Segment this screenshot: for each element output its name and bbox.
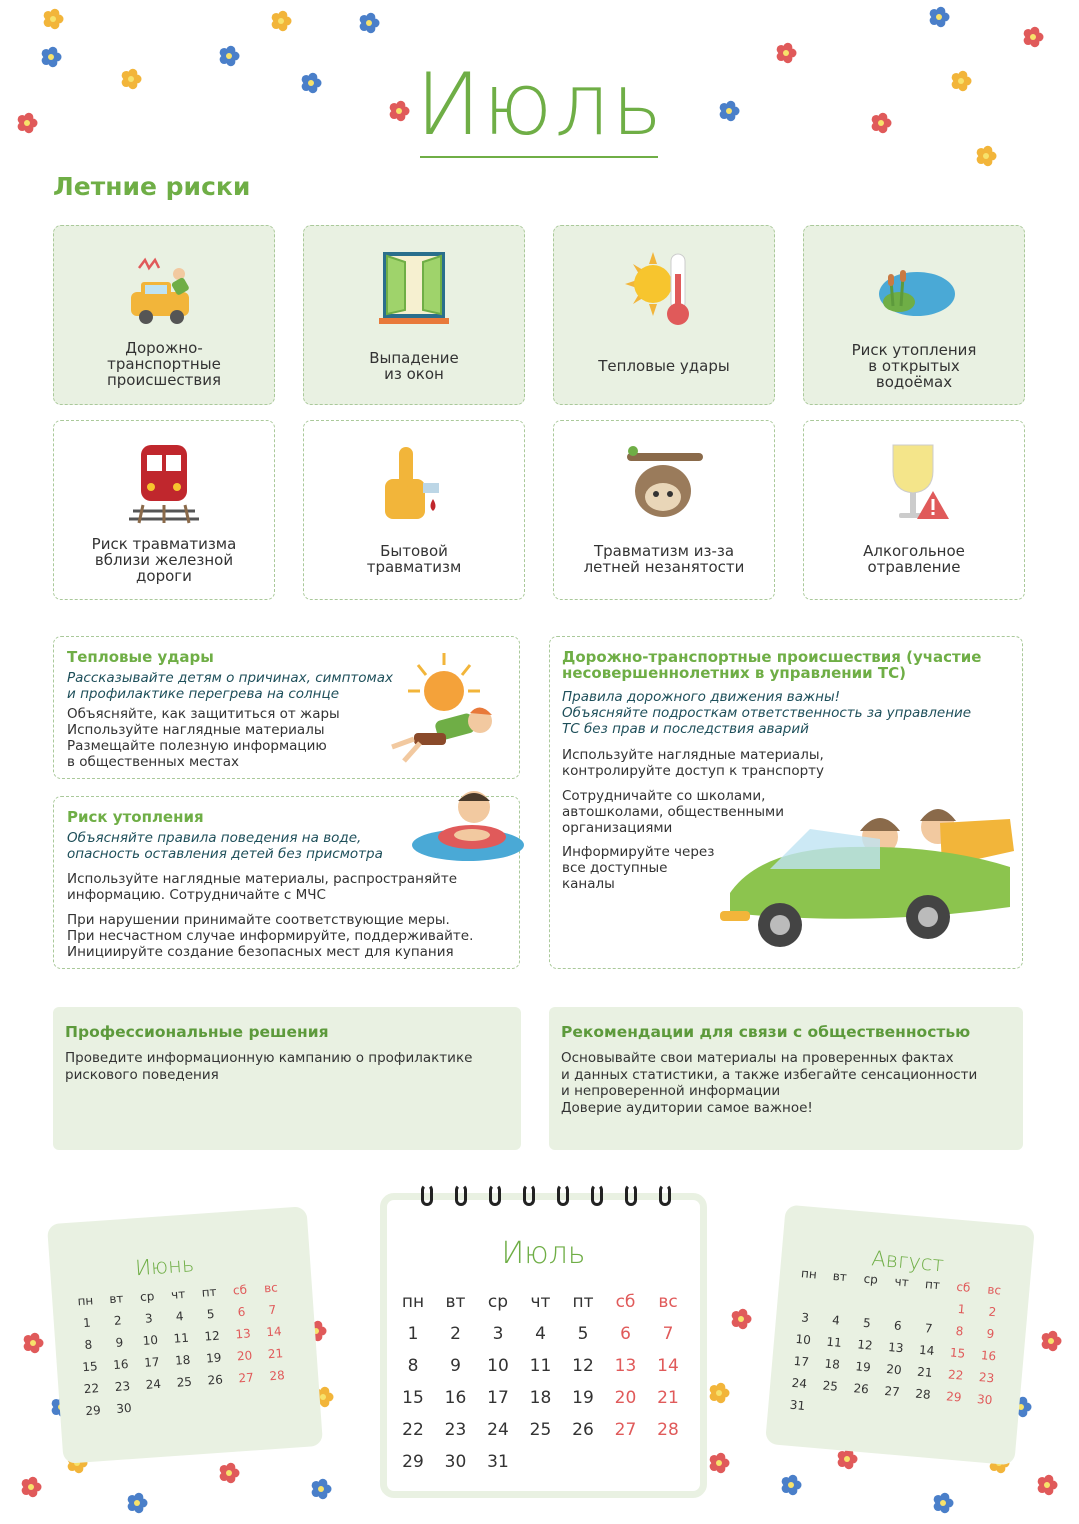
calendar-day: 25 bbox=[822, 1378, 839, 1394]
calendar-day: 28 bbox=[268, 1368, 286, 1384]
calendar-day: 17 bbox=[793, 1353, 810, 1370]
calendar-day: 22 bbox=[83, 1381, 100, 1397]
flower-icon bbox=[780, 1474, 802, 1496]
calendar-day: 29 bbox=[945, 1389, 963, 1405]
calendar-day: 7 bbox=[268, 1302, 277, 1318]
box-text: При нарушении принимайте соответствующие меры. При несчастном случае информируйте, поддерживайте. Инициируйте создание безопасных мест для купания bbox=[67, 912, 474, 960]
weekday-header: вс bbox=[263, 1280, 279, 1296]
calendar-day: 15 bbox=[949, 1345, 966, 1361]
flower-icon bbox=[870, 112, 892, 134]
box-text: Основывайте свои материалы на проверенных фактах и данных статистики, а также избегайте сенсационности и непроверенной информации Доверие аудитории самое важное! bbox=[561, 1050, 978, 1116]
calendar-day: 19 bbox=[854, 1359, 872, 1375]
flower-icon bbox=[928, 6, 950, 28]
calendar-day: 10 bbox=[795, 1331, 812, 1348]
calendar-day: 22 bbox=[947, 1367, 964, 1383]
flower-icon bbox=[20, 1476, 42, 1498]
calendar-ring bbox=[591, 1184, 603, 1206]
info-box-road-accidents bbox=[549, 636, 1023, 969]
calendar-day: 18 bbox=[823, 1356, 841, 1372]
calendar-day: 14 bbox=[918, 1342, 935, 1359]
weekday-header: вт bbox=[108, 1291, 124, 1307]
calendar-day: 17 bbox=[487, 1388, 509, 1408]
weekday-header: пн bbox=[77, 1293, 94, 1309]
calendar-day: 27 bbox=[238, 1370, 255, 1386]
weekday-header: пн bbox=[401, 1292, 425, 1312]
box-text: Используйте наглядные материалы, контролируйте доступ к транспорту bbox=[562, 747, 825, 779]
calendar-day: 12 bbox=[204, 1328, 221, 1344]
flower-icon bbox=[932, 1492, 954, 1514]
calendar-day: 3 bbox=[144, 1311, 154, 1326]
weekday-header: вт bbox=[832, 1268, 848, 1285]
calendar-month-name: Август bbox=[870, 1246, 945, 1277]
pond-icon bbox=[869, 244, 959, 334]
calendar-day: 21 bbox=[916, 1364, 934, 1380]
calendar-day: 23 bbox=[978, 1370, 995, 1386]
calendar-day: 18 bbox=[529, 1388, 552, 1408]
weekday-header: чт bbox=[170, 1286, 186, 1302]
flower-icon bbox=[730, 1308, 752, 1330]
calendar-day: 21 bbox=[267, 1346, 284, 1362]
calendar-day: 30 bbox=[115, 1400, 133, 1416]
weekday-header: вт bbox=[445, 1292, 466, 1312]
calendar-day: 23 bbox=[114, 1378, 131, 1395]
calendar-day: 13 bbox=[887, 1340, 905, 1356]
flower-icon bbox=[40, 46, 62, 68]
flower-icon bbox=[775, 42, 797, 64]
flower-icon bbox=[718, 100, 740, 122]
box-text: Объясняйте, как защититься от жары Используйте наглядные материалы Размещайте полезную информацию в общественных местах bbox=[67, 706, 340, 770]
info-box-heat-stroke bbox=[53, 636, 520, 779]
risk-label: Бытовой травматизм bbox=[366, 542, 462, 576]
weekday-header: ср bbox=[487, 1292, 509, 1312]
calendar-day: 24 bbox=[487, 1420, 509, 1440]
calendar-day: 13 bbox=[234, 1326, 252, 1342]
calendar-day: 4 bbox=[175, 1309, 184, 1324]
risk-label: Тепловые удары bbox=[598, 357, 730, 375]
box-text: Информируйте через все доступные каналы bbox=[562, 844, 715, 892]
calendar-day: 27 bbox=[883, 1383, 901, 1400]
calendar-day: 26 bbox=[572, 1420, 594, 1440]
risk-card-alcohol bbox=[803, 420, 1025, 600]
calendar-ring bbox=[659, 1184, 671, 1206]
flower-icon bbox=[300, 72, 322, 94]
calendar-day: 17 bbox=[143, 1354, 160, 1370]
flower-icon bbox=[16, 112, 38, 134]
box-title: Тепловые удары bbox=[67, 648, 214, 666]
weekday-header: пт bbox=[201, 1284, 217, 1300]
calendar-day: 20 bbox=[885, 1361, 903, 1378]
calendar-day: 19 bbox=[205, 1350, 222, 1366]
calendar-day: 31 bbox=[487, 1452, 509, 1472]
calendar-day: 13 bbox=[614, 1356, 637, 1376]
train-icon bbox=[119, 439, 209, 529]
flower-icon bbox=[22, 1332, 44, 1354]
calendar-day: 1 bbox=[82, 1315, 92, 1331]
flower-icon bbox=[358, 12, 380, 34]
box-title: Риск утопления bbox=[67, 808, 204, 826]
calendar-day: 26 bbox=[852, 1381, 870, 1397]
calendar-day: 14 bbox=[265, 1324, 283, 1340]
calendar-day: 1 bbox=[957, 1301, 966, 1317]
weekday-header: пт bbox=[572, 1292, 594, 1312]
box-italic: Рассказывайте детям о причинах, симптомах и профилактике перегрева на солнце bbox=[67, 670, 394, 702]
flower-icon bbox=[950, 70, 972, 92]
risk-card-falling-windows bbox=[303, 225, 525, 405]
calendar-day: 29 bbox=[84, 1403, 102, 1419]
box-text: Сотрудничайте со школами, автошколами, общественными организациями bbox=[562, 788, 784, 836]
calendar-day: 3 bbox=[800, 1310, 810, 1325]
box-italic: Объясняйте правила поведения на воде, опасность оставления детей без присмотра bbox=[67, 830, 383, 862]
calendar-day: 8 bbox=[84, 1337, 93, 1353]
calendar-day: 23 bbox=[444, 1420, 467, 1440]
professional-solutions-box bbox=[53, 1007, 521, 1150]
calendar-month-name: Июнь bbox=[134, 1252, 195, 1281]
risk-card-household-injury bbox=[303, 420, 525, 600]
risk-label: Выпадение из окон bbox=[369, 349, 459, 383]
weekday-header: сб bbox=[232, 1282, 248, 1298]
calendar-ring bbox=[421, 1184, 433, 1206]
flower-icon bbox=[708, 1382, 730, 1404]
injured-finger-icon bbox=[369, 439, 459, 529]
calendar-day: 30 bbox=[444, 1452, 467, 1472]
calendar-day: 19 bbox=[572, 1388, 594, 1408]
calendar-day: 5 bbox=[577, 1324, 589, 1344]
calendar-day: 27 bbox=[614, 1420, 637, 1440]
calendar-day: 15 bbox=[81, 1359, 99, 1375]
calendar-day: 4 bbox=[831, 1313, 841, 1328]
title-underline bbox=[420, 156, 658, 158]
calendar-day: 22 bbox=[402, 1420, 424, 1440]
flower-icon bbox=[310, 1478, 332, 1500]
calendar-day: 8 bbox=[955, 1323, 964, 1339]
calendar-day: 9 bbox=[450, 1356, 461, 1376]
weekday-header: чт bbox=[894, 1274, 910, 1290]
calendar-day: 6 bbox=[893, 1318, 903, 1334]
calendar-day: 11 bbox=[529, 1356, 552, 1376]
flower-icon bbox=[126, 1492, 148, 1514]
calendar-day: 10 bbox=[487, 1356, 509, 1376]
flower-icon bbox=[218, 45, 240, 67]
calendar-day: 26 bbox=[207, 1372, 224, 1388]
flower-icon bbox=[975, 145, 997, 167]
calendar-day: 31 bbox=[789, 1397, 806, 1413]
calendar-day: 28 bbox=[914, 1386, 932, 1402]
calendar-day: 11 bbox=[173, 1330, 190, 1346]
public-relations-box bbox=[549, 1007, 1023, 1150]
flower-icon bbox=[1036, 1474, 1058, 1496]
window-icon bbox=[369, 244, 459, 334]
calendar-ring bbox=[625, 1184, 637, 1206]
calendar-day: 12 bbox=[856, 1337, 874, 1353]
calendar-day: 21 bbox=[657, 1388, 679, 1408]
info-box-drowning bbox=[53, 796, 520, 969]
calendar-ring bbox=[455, 1184, 467, 1206]
box-title: Профессиональные решения bbox=[65, 1023, 329, 1041]
calendar-ring bbox=[489, 1184, 501, 1206]
calendar-day: 7 bbox=[924, 1321, 934, 1336]
risk-label: Риск травматизма вблизи железной дороги bbox=[91, 535, 237, 585]
children-in-car-illustration bbox=[710, 797, 1020, 957]
calendar-ring bbox=[557, 1184, 569, 1206]
calendar-day: 11 bbox=[825, 1334, 843, 1350]
risk-label: Дорожно- транспортные происшествия bbox=[106, 339, 222, 389]
calendar-month-name: Июль bbox=[501, 1236, 586, 1271]
calendar-day: 1 bbox=[407, 1324, 419, 1344]
calendar-day: 3 bbox=[492, 1324, 504, 1344]
calendar-day: 24 bbox=[791, 1375, 808, 1392]
risk-card-drowning bbox=[803, 225, 1025, 405]
calendar-june bbox=[47, 1206, 323, 1464]
calendar-day: 25 bbox=[529, 1420, 552, 1440]
calendar-july bbox=[380, 1193, 707, 1498]
calendar-day: 15 bbox=[402, 1388, 424, 1408]
flower-icon bbox=[1022, 26, 1044, 48]
calendar-day: 16 bbox=[112, 1357, 130, 1373]
child-in-sun-illustration bbox=[384, 651, 504, 766]
calendar-day: 24 bbox=[145, 1376, 162, 1392]
box-title: Рекомендации для связи с общественностью bbox=[561, 1023, 971, 1041]
weekday-header: пт bbox=[924, 1277, 941, 1293]
risk-label: Алкогольное отравление bbox=[863, 542, 965, 576]
calendar-day: 6 bbox=[237, 1304, 246, 1320]
calendar-day: 4 bbox=[535, 1324, 546, 1344]
calendar-day: 2 bbox=[113, 1313, 123, 1328]
page-title: Июль bbox=[415, 55, 665, 155]
flower-icon bbox=[218, 1462, 240, 1484]
weekday-header: чт bbox=[530, 1292, 551, 1312]
calendar-ring bbox=[523, 1184, 535, 1206]
weekday-header: вс bbox=[986, 1282, 1002, 1298]
calendar-day: 6 bbox=[620, 1324, 631, 1344]
flower-icon bbox=[1040, 1330, 1062, 1352]
section-title-summer-risks: Летние риски bbox=[53, 172, 251, 201]
risk-label: Травматизм из-за летней незанятости bbox=[583, 542, 745, 576]
calendar-day: 8 bbox=[407, 1356, 419, 1376]
child-in-swim-ring-illustration bbox=[406, 785, 524, 865]
calendar-day: 10 bbox=[142, 1332, 159, 1348]
calendar-day: 2 bbox=[450, 1324, 461, 1344]
calendar-day: 9 bbox=[986, 1326, 995, 1342]
calendar-day: 7 bbox=[662, 1324, 674, 1344]
risk-card-heat-stroke bbox=[553, 225, 775, 405]
calendar-day: 16 bbox=[980, 1348, 997, 1364]
calendar-day: 5 bbox=[862, 1315, 872, 1331]
risk-card-idleness bbox=[553, 420, 775, 600]
wine-glass-warning-icon bbox=[869, 439, 959, 529]
calendar-day: 2 bbox=[987, 1304, 997, 1320]
car-accident-icon bbox=[119, 244, 209, 334]
box-text: Используйте наглядные материалы, распространяйте информацию. Сотрудничайте с МЧС bbox=[67, 871, 458, 903]
flower-icon bbox=[270, 10, 292, 32]
flower-icon bbox=[708, 1452, 730, 1474]
calendar-day: 20 bbox=[236, 1348, 253, 1364]
risk-label: Риск утопления в открытых водоёмах bbox=[851, 341, 977, 391]
calendar-day: 5 bbox=[206, 1306, 215, 1322]
weekday-header: пн bbox=[800, 1266, 818, 1282]
risk-card-railway bbox=[53, 420, 275, 600]
calendar-day: 14 bbox=[657, 1356, 679, 1376]
box-text: Проведите информационную кампанию о профилактике рискового поведения bbox=[65, 1050, 473, 1083]
calendar-day: 16 bbox=[444, 1388, 467, 1408]
sun-thermometer-icon bbox=[619, 244, 709, 334]
weekday-header: ср bbox=[139, 1289, 155, 1305]
weekday-header: ср bbox=[863, 1271, 879, 1287]
weekday-header: вс bbox=[658, 1292, 678, 1312]
flower-icon bbox=[42, 8, 64, 30]
calendar-day: 18 bbox=[174, 1352, 191, 1368]
calendar-day: 30 bbox=[976, 1391, 993, 1408]
calendar-day: 12 bbox=[572, 1356, 594, 1376]
risk-card-road-accidents bbox=[53, 225, 275, 405]
box-italic: Правила дорожного движения важны! Объясняйте подросткам ответственность за управление ТС без прав и последствия аварий bbox=[562, 689, 972, 737]
calendar-day: 29 bbox=[402, 1452, 424, 1472]
calendar-august bbox=[765, 1205, 1035, 1466]
calendar-day: 9 bbox=[115, 1335, 124, 1350]
flower-icon bbox=[120, 68, 142, 90]
weekday-header: сб bbox=[615, 1292, 636, 1312]
calendar-day: 25 bbox=[176, 1374, 193, 1390]
box-title: Дорожно-транспортные происшествия (участие несовершеннолетних в управлении ТС) bbox=[562, 648, 982, 682]
calendar-day: 28 bbox=[657, 1420, 679, 1440]
calendar-day: 20 bbox=[614, 1388, 637, 1408]
sloth-icon bbox=[619, 439, 709, 529]
weekday-header: сб bbox=[955, 1279, 971, 1295]
